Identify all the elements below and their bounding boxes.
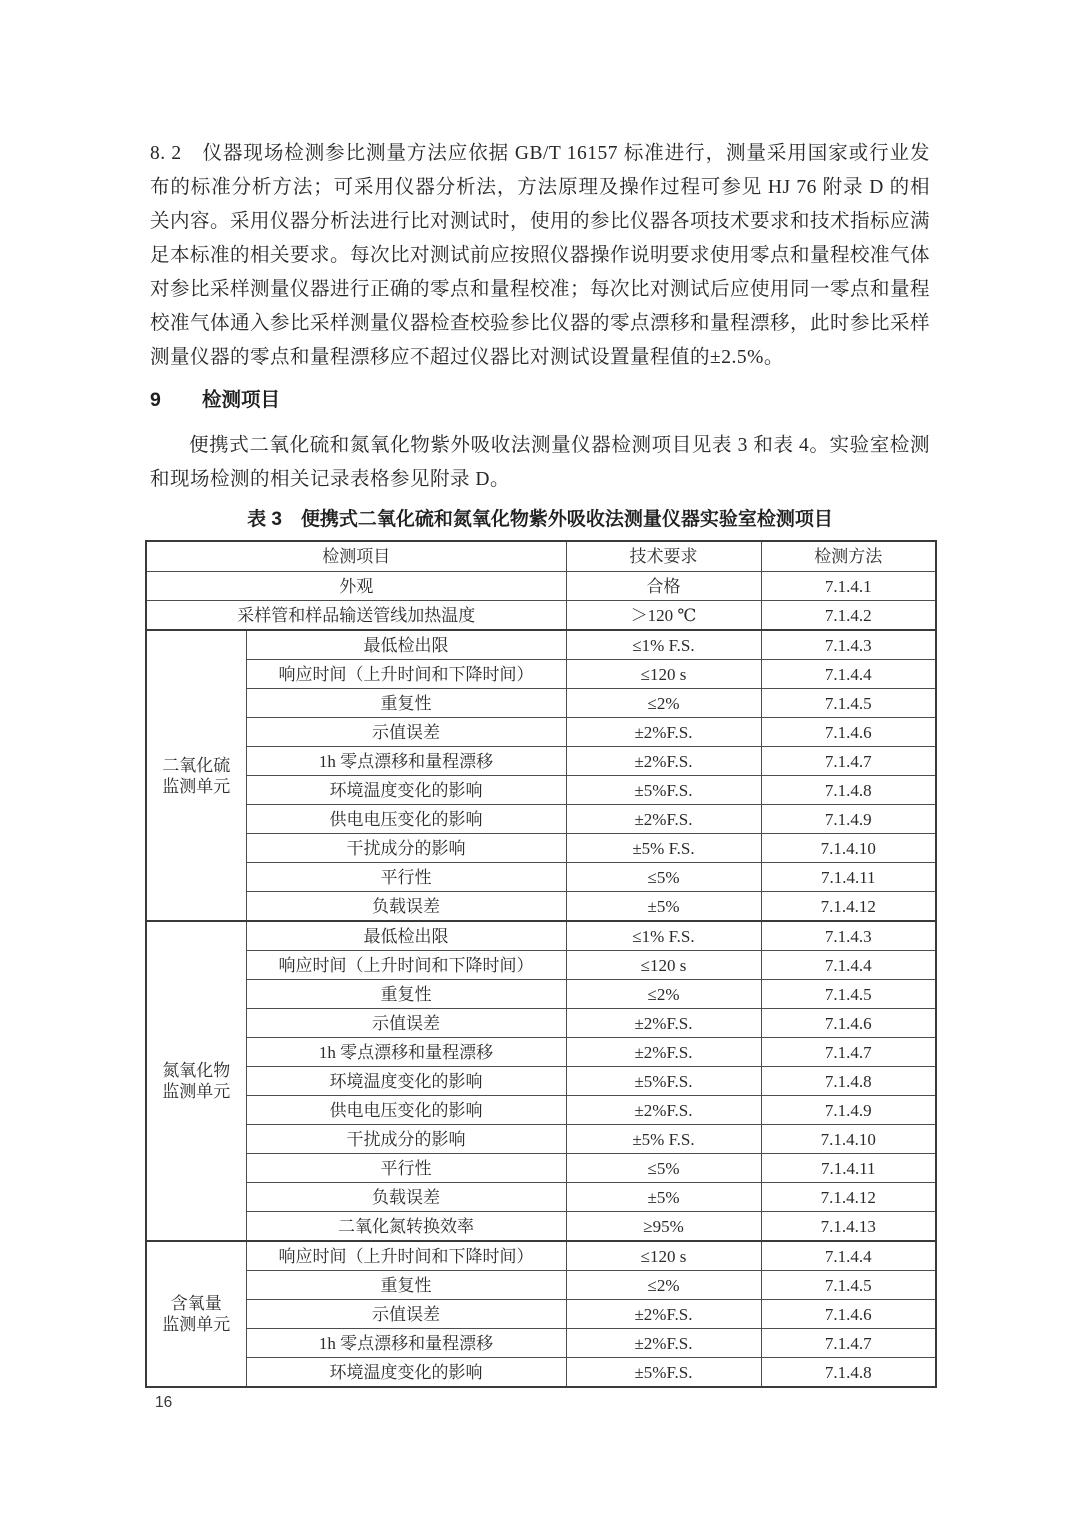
cell-item: 平行性 xyxy=(246,1154,566,1183)
table-row xyxy=(146,1358,936,1388)
cell-method: 7.1.4.10 xyxy=(761,1125,936,1154)
table-row xyxy=(146,1009,936,1038)
header-inspection-item: 检测项目 xyxy=(146,541,566,572)
cell-item: 负载误差 xyxy=(246,892,566,922)
cell-requirement: ±2%F.S. xyxy=(566,805,761,834)
cell-item: 重复性 xyxy=(246,980,566,1009)
page-number: 16 xyxy=(155,1394,173,1411)
cell-method: 7.1.4.12 xyxy=(761,1183,936,1212)
cell-requirement: ±2%F.S. xyxy=(566,1300,761,1329)
table-row xyxy=(146,892,936,922)
cell-method: 7.1.4.5 xyxy=(761,1271,936,1300)
cell-requirement: ±2%F.S. xyxy=(566,1038,761,1067)
cell-item: 环境温度变化的影响 xyxy=(246,1358,566,1388)
cell-requirement: ±2%F.S. xyxy=(566,747,761,776)
table-row xyxy=(146,834,936,863)
cell-requirement: ±5%F.S. xyxy=(566,776,761,805)
table-row xyxy=(146,601,936,631)
cell-item: 示值误差 xyxy=(246,718,566,747)
cell-item: 环境温度变化的影响 xyxy=(246,776,566,805)
cell-method: 7.1.4.11 xyxy=(761,1154,936,1183)
cell-requirement: ±2%F.S. xyxy=(566,1009,761,1038)
cell-method: 7.1.4.9 xyxy=(761,805,936,834)
table-row xyxy=(146,660,936,689)
cell-method: 7.1.4.7 xyxy=(761,1038,936,1067)
section-9-heading xyxy=(150,387,930,413)
table3-caption: 表 3 便携式二氧化硫和氮氧化物紫外吸收法测量仪器实验室检测项目 xyxy=(247,509,833,530)
table-row xyxy=(146,805,936,834)
cell-requirement: ±5%F.S. xyxy=(566,1067,761,1096)
table-row xyxy=(146,776,936,805)
cell-method: 7.1.4.4 xyxy=(761,951,936,980)
cell-requirement: ±5% F.S. xyxy=(566,834,761,863)
table-row xyxy=(146,572,936,601)
cell-method: 7.1.4.4 xyxy=(761,660,936,689)
section-9-number: 9 xyxy=(150,389,161,411)
table-row xyxy=(146,980,936,1009)
cell-method: 7.1.4.3 xyxy=(761,921,936,951)
cell-item: 干扰成分的影响 xyxy=(246,1125,566,1154)
table-row xyxy=(146,747,936,776)
header-technical-requirement: 技术要求 xyxy=(566,541,761,572)
cell-item: 示值误差 xyxy=(246,1300,566,1329)
table-row xyxy=(146,1329,936,1358)
cell-item: 示值误差 xyxy=(246,1009,566,1038)
cell-requirement: ±5% xyxy=(566,892,761,922)
cell-group-label: 氮氧化物 监测单元 xyxy=(146,921,246,1241)
cell-item: 平行性 xyxy=(246,863,566,892)
cell-item: 1h 零点漂移和量程漂移 xyxy=(246,747,566,776)
table3-header-row xyxy=(146,541,936,572)
cell-requirement: ≤120 s xyxy=(566,660,761,689)
table-row xyxy=(146,630,936,660)
paragraph-8-2: 8. 2 仪器现场检测参比测量方法应依据 GB/T 16157 标准进行，测量采用国家或行业发布的标准分析方法；可采用仪器分析法，方法原理及操作过程可参见 HJ 76 附录 D 的相关内容。采用仪器分析法进行比对测试时，使用的参比仪器各项技术要求和技术指标应满足本标准的相关要求。每次比对测试前应按照仪器操作说明要求使用零点和量程校准气体对参比采样测量仪器进行正确的零点和量程校准；每次比对测试后应使用同一零点和量程校准气体通入参比采样测量仪器检查校验参比仪器的零点漂移和量程漂移，此时参比采样测量仪器的零点和量程漂移应不超过仪器比对测试设置量程值的±2.5%。 xyxy=(150,143,931,368)
table-row xyxy=(146,1271,936,1300)
cell-requirement: ≤1% F.S. xyxy=(566,630,761,660)
cell-item: 响应时间（上升时间和下降时间） xyxy=(246,660,566,689)
table-row xyxy=(146,1241,936,1271)
table-row xyxy=(146,1096,936,1125)
table-row xyxy=(146,718,936,747)
table-row xyxy=(146,921,936,951)
cell-item: 外观 xyxy=(146,572,566,601)
cell-method: 7.1.4.6 xyxy=(761,718,936,747)
cell-requirement: ≤5% xyxy=(566,863,761,892)
cell-method: 7.1.4.3 xyxy=(761,630,936,660)
cell-method: 7.1.4.7 xyxy=(761,747,936,776)
cell-item: 环境温度变化的影响 xyxy=(246,1067,566,1096)
cell-method: 7.1.4.6 xyxy=(761,1009,936,1038)
cell-item: 最低检出限 xyxy=(246,921,566,951)
cell-method: 7.1.4.4 xyxy=(761,1241,936,1271)
cell-requirement: ≤2% xyxy=(566,1271,761,1300)
cell-method: 7.1.4.5 xyxy=(761,689,936,718)
cell-method: 7.1.4.8 xyxy=(761,1358,936,1388)
table-row xyxy=(146,1300,936,1329)
section-9-title: 检测项目 xyxy=(202,389,281,411)
table-row xyxy=(146,951,936,980)
cell-group-label: 二氧化硫 监测单元 xyxy=(146,630,246,921)
cell-requirement: 合格 xyxy=(566,572,761,601)
cell-item: 重复性 xyxy=(246,689,566,718)
cell-requirement: ≤2% xyxy=(566,689,761,718)
cell-requirement: ±2%F.S. xyxy=(566,718,761,747)
table-row xyxy=(146,1154,936,1183)
section-9-paragraph: 便携式二氧化硫和氮氧化物紫外吸收法测量仪器检测项目见表 3 和表 4。实验室检测和现场检测的相关记录表格参见附录 D。 xyxy=(150,435,930,490)
cell-item: 重复性 xyxy=(246,1271,566,1300)
table-row xyxy=(146,1125,936,1154)
cell-item: 1h 零点漂移和量程漂移 xyxy=(246,1329,566,1358)
cell-method: 7.1.4.8 xyxy=(761,776,936,805)
cell-method: 7.1.4.7 xyxy=(761,1329,936,1358)
cell-method: 7.1.4.11 xyxy=(761,863,936,892)
cell-item: 二氧化氮转换效率 xyxy=(246,1212,566,1242)
cell-item: 1h 零点漂移和量程漂移 xyxy=(246,1038,566,1067)
cell-item: 响应时间（上升时间和下降时间） xyxy=(246,951,566,980)
table-row xyxy=(146,1067,936,1096)
cell-method: 7.1.4.12 xyxy=(761,892,936,922)
table-row xyxy=(146,1183,936,1212)
cell-requirement: ≤1% F.S. xyxy=(566,921,761,951)
cell-method: 7.1.4.10 xyxy=(761,834,936,863)
cell-item: 供电电压变化的影响 xyxy=(246,1096,566,1125)
cell-requirement: ≤2% xyxy=(566,980,761,1009)
table3 xyxy=(145,540,937,1388)
cell-group-label: 含氧量 监测单元 xyxy=(146,1241,246,1387)
header-inspection-method: 检测方法 xyxy=(761,541,936,572)
cell-method: 7.1.4.13 xyxy=(761,1212,936,1242)
cell-item: 干扰成分的影响 xyxy=(246,834,566,863)
cell-method: 7.1.4.8 xyxy=(761,1067,936,1096)
cell-requirement: ≥95% xyxy=(566,1212,761,1242)
cell-requirement: ＞120 ℃ xyxy=(566,601,761,631)
table-row xyxy=(146,1038,936,1067)
cell-item: 采样管和样品输送管线加热温度 xyxy=(146,601,566,631)
cell-requirement: ±5%F.S. xyxy=(566,1358,761,1388)
cell-method: 7.1.4.6 xyxy=(761,1300,936,1329)
cell-method: 7.1.4.1 xyxy=(761,572,936,601)
cell-requirement: ±5% xyxy=(566,1183,761,1212)
cell-requirement: ≤5% xyxy=(566,1154,761,1183)
cell-requirement: ≤120 s xyxy=(566,1241,761,1271)
table-row xyxy=(146,689,936,718)
cell-requirement: ±2%F.S. xyxy=(566,1329,761,1358)
cell-requirement: ±5% F.S. xyxy=(566,1125,761,1154)
cell-method: 7.1.4.9 xyxy=(761,1096,936,1125)
table-row xyxy=(146,1212,936,1242)
cell-method: 7.1.4.5 xyxy=(761,980,936,1009)
cell-requirement: ≤120 s xyxy=(566,951,761,980)
cell-item: 最低检出限 xyxy=(246,630,566,660)
cell-item: 负载误差 xyxy=(246,1183,566,1212)
cell-item: 供电电压变化的影响 xyxy=(246,805,566,834)
table-row xyxy=(146,863,936,892)
cell-item: 响应时间（上升时间和下降时间） xyxy=(246,1241,566,1271)
table3-body xyxy=(146,572,936,1388)
cell-method: 7.1.4.2 xyxy=(761,601,936,631)
cell-requirement: ±2%F.S. xyxy=(566,1096,761,1125)
